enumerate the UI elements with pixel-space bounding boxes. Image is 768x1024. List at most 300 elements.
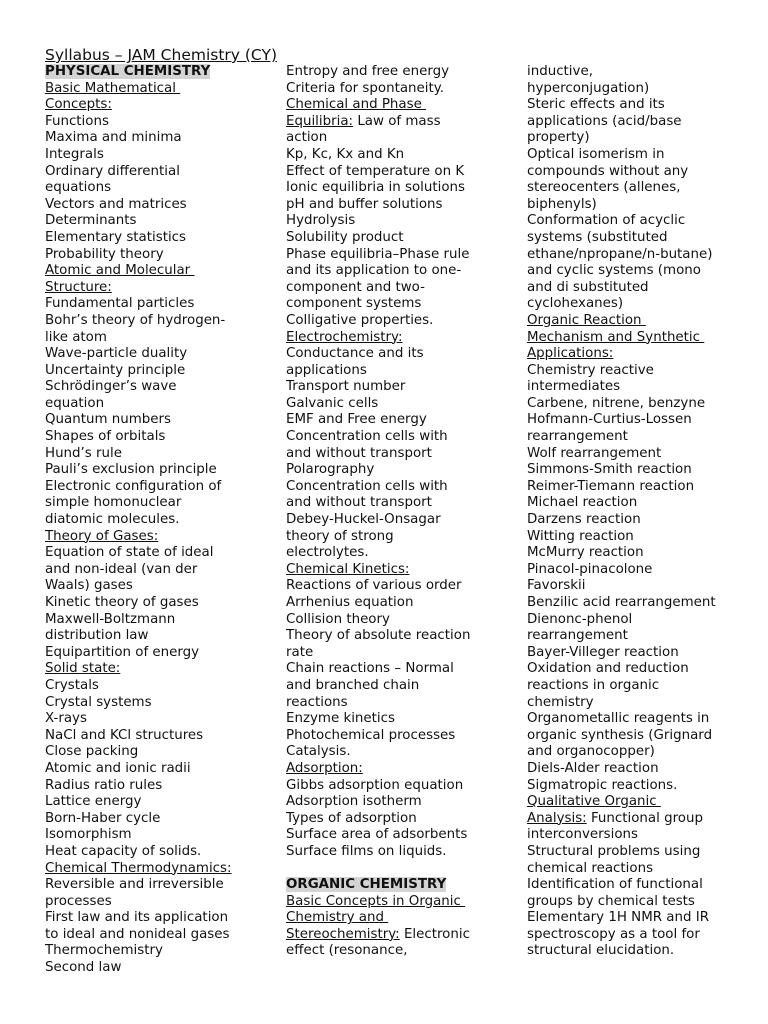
line-text: Lattice energy (45, 794, 142, 810)
line-text: Second law (45, 960, 122, 976)
line-text: action (286, 130, 328, 146)
line-text: McMurry reaction (527, 545, 644, 561)
syllabus-line (286, 130, 524, 147)
syllabus-line (527, 81, 765, 98)
syllabus-line (527, 247, 765, 264)
syllabus-line (286, 412, 524, 429)
syllabus-line (45, 612, 283, 629)
syllabus-column-2 (286, 64, 524, 960)
line-text: chemical reactions (527, 860, 654, 876)
line-text: component systems (286, 296, 422, 312)
syllabus-line (527, 479, 765, 496)
syllabus-line (527, 844, 765, 861)
syllabus-line (527, 230, 765, 247)
syllabus-line (527, 910, 765, 927)
syllabus-line (286, 711, 524, 728)
syllabus-line (45, 910, 283, 927)
topic-heading: Mechanism and Synthetic (527, 329, 705, 345)
syllabus-line (527, 678, 765, 695)
syllabus-line (286, 827, 524, 844)
syllabus-line (527, 877, 765, 894)
line-text: Chemistry reactive (527, 362, 654, 378)
line-text: ethane/npropane/n-butane) (527, 246, 713, 262)
syllabus-line (286, 744, 524, 761)
line-text: and organocopper) (527, 744, 655, 760)
syllabus-line (527, 263, 765, 280)
syllabus-line (286, 379, 524, 396)
line-text: Galvanic cells (286, 395, 379, 411)
syllabus-line (45, 545, 283, 562)
syllabus-line (527, 147, 765, 164)
syllabus-line (45, 396, 283, 413)
line-text: Wolf rearrangement (527, 445, 662, 461)
line-text: like atom (45, 329, 107, 345)
line-text: Catalysis. (286, 744, 351, 760)
line-text: Conductance and its (286, 346, 424, 362)
line-text: Arrhenius equation (286, 595, 414, 610)
syllabus-line (286, 894, 524, 911)
syllabus-line (286, 844, 524, 861)
syllabus-line (45, 529, 283, 546)
line-text: Surface area of adsorbents (286, 827, 468, 843)
syllabus-line (286, 263, 524, 280)
syllabus-line (45, 711, 283, 728)
line-text: spectroscopy as a tool for (527, 926, 700, 942)
syllabus-line (286, 612, 524, 629)
syllabus-line (286, 910, 524, 927)
syllabus-line (45, 827, 283, 844)
syllabus-line (286, 512, 524, 529)
line-text: component and two- (286, 279, 425, 295)
syllabus-line (527, 396, 765, 413)
syllabus-line (286, 761, 524, 778)
line-text: Elementary 1H NMR and IR (527, 910, 710, 926)
line-text: Ionic equilibria in solutions (286, 180, 466, 196)
syllabus-line (45, 894, 283, 911)
line-text: Types of adsorption (286, 810, 417, 826)
syllabus-line (45, 877, 283, 894)
syllabus-line (286, 97, 524, 114)
syllabus-line (45, 296, 283, 313)
syllabus-line (286, 861, 524, 878)
topic-heading: Chemistry and (286, 910, 389, 926)
line-text: Born-Haber cycle (45, 810, 161, 826)
syllabus-line (527, 811, 765, 828)
syllabus-line (45, 960, 283, 977)
line-text: Optical isomerism in (527, 146, 665, 162)
topic-heading: Qualitative Organic (527, 794, 661, 810)
line-text: Polarography (286, 462, 375, 478)
line-text: effect (resonance, (286, 943, 408, 959)
line-text: Waals) gases (45, 578, 133, 594)
syllabus-line (286, 728, 524, 745)
syllabus-line (286, 495, 524, 512)
syllabus-line (527, 412, 765, 429)
syllabus-line (286, 545, 524, 562)
line-text: rate (286, 644, 314, 660)
syllabus-line (286, 678, 524, 695)
topic-heading: Chemical Thermodynamics: (45, 860, 232, 876)
syllabus-line (286, 446, 524, 463)
syllabus-line (45, 479, 283, 496)
syllabus-line (286, 794, 524, 811)
syllabus-line (45, 695, 283, 712)
syllabus-line (45, 794, 283, 811)
syllabus-line (286, 147, 524, 164)
line-text: Favorskii (527, 578, 586, 594)
topic-heading: Analysis: (527, 810, 587, 826)
line-text: Conformation of acyclic (527, 213, 686, 229)
syllabus-line (45, 180, 283, 197)
topic-heading: Adsorption: (286, 760, 363, 776)
line-text: biphenyls) (527, 196, 597, 212)
syllabus-line (286, 81, 524, 98)
syllabus-line (45, 164, 283, 181)
line-text: stereocenters (allenes, (527, 180, 681, 196)
line-text: and branched chain (286, 677, 420, 693)
syllabus-line (45, 446, 283, 463)
topic-heading: Structure: (45, 279, 112, 295)
line-text: Elementary statistics (45, 229, 187, 245)
syllabus-line (527, 545, 765, 562)
line-text: and cyclic systems (mono (527, 263, 701, 279)
syllabus-line (527, 495, 765, 512)
line-text: Gibbs adsorption equation (286, 777, 464, 793)
line-text: cyclohexanes) (527, 296, 624, 312)
line-text: Kinetic theory of gases (45, 595, 199, 610)
syllabus-line (527, 197, 765, 214)
line-text: Criteria for spontaneity. (286, 80, 444, 96)
syllabus-line (45, 678, 283, 695)
line-text: and non-ideal (van der (45, 561, 198, 577)
line-text: Concentration cells with (286, 429, 448, 445)
line-text: and di substituted (527, 279, 649, 295)
syllabus-line (527, 628, 765, 645)
syllabus-line (45, 761, 283, 778)
line-text: Collision theory (286, 611, 390, 627)
syllabus-line (45, 230, 283, 247)
syllabus-line (45, 927, 283, 944)
syllabus-line (286, 396, 524, 413)
syllabus-line (45, 330, 283, 347)
syllabus-line (286, 330, 524, 347)
line-text: Debey-Huckel-Onsagar (286, 512, 441, 528)
syllabus-line (286, 197, 524, 214)
syllabus-line (45, 346, 283, 363)
line-text: Photochemical processes (286, 727, 456, 743)
section-heading: ORGANIC CHEMISTRY (286, 877, 447, 893)
line-text: Entropy and free energy (286, 64, 450, 79)
syllabus-line (527, 296, 765, 313)
syllabus-line (286, 943, 524, 960)
syllabus-line (286, 778, 524, 795)
syllabus-column-3 (527, 64, 765, 960)
syllabus-line (45, 114, 283, 131)
syllabus-line (286, 429, 524, 446)
line-text: and without transport (286, 445, 432, 461)
line-text: Darzens reaction (527, 512, 641, 528)
syllabus-line (527, 346, 765, 363)
line-text: and its application to one- (286, 263, 462, 279)
line-text: X-rays (45, 711, 87, 727)
line-text: reactions (286, 694, 348, 710)
syllabus-line (45, 313, 283, 330)
syllabus-line (45, 97, 283, 114)
syllabus-line (527, 429, 765, 446)
syllabus-line (527, 213, 765, 230)
line-text: Witting reaction (527, 528, 634, 544)
syllabus-line (286, 695, 524, 712)
syllabus-line (45, 247, 283, 264)
line-text: Phase equilibria–Phase rule (286, 246, 470, 262)
line-text: pH and buffer solutions (286, 196, 443, 212)
syllabus-line (286, 529, 524, 546)
line-text: Functional group (586, 810, 703, 826)
syllabus-line (45, 263, 283, 280)
line-text: Adsorption isotherm (286, 794, 422, 810)
syllabus-line (527, 695, 765, 712)
line-text: EMF and Free energy (286, 412, 427, 428)
syllabus-line (45, 778, 283, 795)
topic-heading: Atomic and Molecular (45, 263, 195, 279)
syllabus-line (45, 645, 283, 662)
syllabus-line (286, 927, 524, 944)
line-text: Concentration cells with (286, 478, 448, 494)
line-text: theory of strong (286, 528, 394, 544)
syllabus-line (527, 114, 765, 131)
line-text: diatomic molecules. (45, 512, 180, 528)
line-text: equations (45, 180, 112, 196)
section-heading: PHYSICAL CHEMISTRY (45, 64, 211, 79)
line-text: Michael reaction (527, 495, 638, 511)
topic-heading: Chemical Kinetics: (286, 561, 410, 577)
syllabus-line (527, 379, 765, 396)
line-text: Bohr’s theory of hydrogen- (45, 312, 226, 328)
line-text: Vectors and matrices (45, 196, 187, 212)
syllabus-line (527, 894, 765, 911)
syllabus-line (527, 330, 765, 347)
line-text: applications (286, 362, 367, 378)
line-text: systems (substituted (527, 229, 668, 245)
syllabus-line (45, 81, 283, 98)
syllabus-line (45, 744, 283, 761)
line-text: Structural problems using (527, 843, 701, 859)
page-title: Syllabus – JAM Chemistry (CY) (45, 46, 277, 64)
line-text: Integrals (45, 146, 104, 162)
syllabus-line (527, 728, 765, 745)
line-text: electrolytes. (286, 545, 369, 561)
syllabus-line (45, 213, 283, 230)
syllabus-line (527, 462, 765, 479)
syllabus-line (527, 363, 765, 380)
syllabus-line (45, 462, 283, 479)
line-text: Sigmatropic reactions. (527, 777, 678, 793)
line-text: Equation of state of ideal (45, 545, 214, 561)
line-text: groups by chemical tests (527, 893, 695, 909)
topic-heading: Theory of Gases: (45, 528, 159, 544)
line-text: Enzyme kinetics (286, 711, 395, 727)
line-text: Pinacol-pinacolone (527, 561, 653, 577)
line-text: reactions in organic (527, 677, 660, 693)
line-text: property) (527, 130, 590, 146)
syllabus-line (527, 280, 765, 297)
syllabus-line (286, 811, 524, 828)
syllabus-line (527, 130, 765, 147)
line-text: Theory of absolute reaction (286, 628, 471, 644)
line-text: Surface films on liquids. (286, 843, 447, 859)
line-text: Reversible and irreversible (45, 877, 224, 893)
line-text: Reimer-Tiemann reaction (527, 478, 695, 494)
syllabus-line (286, 247, 524, 264)
line-text: Benzilic acid rearrangement (527, 595, 716, 610)
syllabus-line (286, 628, 524, 645)
line-text: to ideal and nonideal gases (45, 926, 230, 942)
syllabus-line (45, 495, 283, 512)
line-text: intermediates (527, 379, 621, 395)
syllabus-line (527, 794, 765, 811)
line-text: Probability theory (45, 246, 164, 262)
syllabus-line (286, 595, 524, 612)
line-text: Solubility product (286, 229, 404, 245)
syllabus-line (527, 64, 765, 81)
syllabus-line (45, 861, 283, 878)
syllabus-line (45, 64, 283, 81)
line-text: simple homonuclear (45, 495, 182, 511)
syllabus-line (286, 180, 524, 197)
topic-heading: Applications: (527, 346, 614, 362)
line-text: Crystals (45, 677, 99, 693)
line-text: Crystal systems (45, 694, 152, 710)
syllabus-line (286, 877, 524, 894)
line-text: Ordinary differential (45, 163, 180, 179)
syllabus-line (45, 844, 283, 861)
line-text: structural elucidation. (527, 943, 675, 959)
line-text: Oxidation and reduction (527, 661, 689, 677)
topic-heading: Electrochemistry: (286, 329, 403, 345)
line-text: Transport number (286, 379, 406, 395)
line-text: distribution law (45, 628, 149, 644)
syllabus-line (286, 313, 524, 330)
line-text: interconversions (527, 827, 638, 843)
syllabus-line (527, 562, 765, 579)
line-text: Schrödinger’s wave (45, 379, 177, 395)
syllabus-line (527, 595, 765, 612)
line-text: First law and its application (45, 910, 229, 926)
line-text: Electronic (399, 926, 470, 942)
line-text: Isomorphism (45, 827, 132, 843)
syllabus-line (286, 462, 524, 479)
syllabus-line (527, 512, 765, 529)
syllabus-line (45, 562, 283, 579)
syllabus-line (45, 595, 283, 612)
syllabus-line (527, 446, 765, 463)
line-text: processes (45, 893, 112, 909)
syllabus-line (527, 164, 765, 181)
topic-heading: Equilibria: (286, 113, 354, 129)
syllabus-column-1 (45, 64, 283, 977)
syllabus-line (527, 612, 765, 629)
line-text: rearrangement (527, 628, 628, 644)
line-text: Steric effects and its (527, 97, 665, 113)
line-text: equation (45, 395, 105, 411)
topic-heading: Organic Reaction (527, 312, 646, 328)
line-text: Maxwell-Boltzmann (45, 611, 176, 627)
syllabus-line (527, 180, 765, 197)
syllabus-line (45, 130, 283, 147)
syllabus-line (45, 197, 283, 214)
syllabus-line (45, 661, 283, 678)
line-text: Equipartition of energy (45, 644, 200, 660)
line-text: NaCl and KCl structures (45, 727, 204, 743)
syllabus-line (45, 429, 283, 446)
syllabus-line (45, 811, 283, 828)
syllabus-line (45, 280, 283, 297)
syllabus-line (527, 529, 765, 546)
syllabus-line (286, 363, 524, 380)
line-text: Heat capacity of solids. (45, 843, 202, 859)
line-text: Fundamental particles (45, 296, 195, 312)
line-text: Dienonc-phenol (527, 611, 633, 627)
line-text: Electronic configuration of (45, 478, 222, 494)
syllabus-line (45, 512, 283, 529)
line-text: Pauli’s exclusion principle (45, 462, 217, 478)
line-text: Bayer-Villeger reaction (527, 644, 679, 660)
line-text: and without transport (286, 495, 432, 511)
topic-heading: Basic Concepts in Organic (286, 893, 466, 909)
topic-heading: Stereochemistry: (286, 926, 400, 942)
line-text: Hydrolysis (286, 213, 356, 229)
syllabus-line (286, 230, 524, 247)
line-text: compounds without any (527, 163, 689, 179)
syllabus-line (45, 943, 283, 960)
syllabus-line (45, 379, 283, 396)
syllabus-line (527, 744, 765, 761)
line-text (286, 861, 290, 876)
line-text: Simmons-Smith reaction (527, 462, 692, 478)
syllabus-line (527, 778, 765, 795)
line-text: Law of mass (353, 113, 441, 129)
line-text: Hund’s rule (45, 445, 122, 461)
topic-heading: Basic Mathematical (45, 80, 181, 96)
line-text: Identification of functional (527, 877, 703, 893)
line-text: Kp, Kc, Kx and Kn (286, 146, 405, 162)
syllabus-line (286, 479, 524, 496)
syllabus-line (286, 346, 524, 363)
line-text: Reactions of various order (286, 578, 462, 594)
line-text: inductive, (527, 64, 593, 79)
line-text: Radius ratio rules (45, 777, 163, 793)
line-text: Hofmann-Curtius-Lossen (527, 412, 692, 428)
syllabus-line (527, 661, 765, 678)
syllabus-line (527, 827, 765, 844)
syllabus-line (45, 363, 283, 380)
line-text: Diels-Alder reaction (527, 760, 659, 776)
line-text: Shapes of orbitals (45, 429, 166, 445)
syllabus-line (286, 562, 524, 579)
line-text: Carbene, nitrene, benzyne (527, 395, 706, 411)
line-text: Uncertainty principle (45, 362, 186, 378)
syllabus-line (527, 761, 765, 778)
syllabus-line (527, 645, 765, 662)
syllabus-line (45, 628, 283, 645)
line-text: Determinants (45, 213, 137, 229)
syllabus-line (286, 296, 524, 313)
syllabus-line (286, 578, 524, 595)
line-text: Organometallic reagents in (527, 711, 710, 727)
syllabus-line (286, 280, 524, 297)
syllabus-line (286, 661, 524, 678)
line-text: Functions (45, 113, 109, 129)
